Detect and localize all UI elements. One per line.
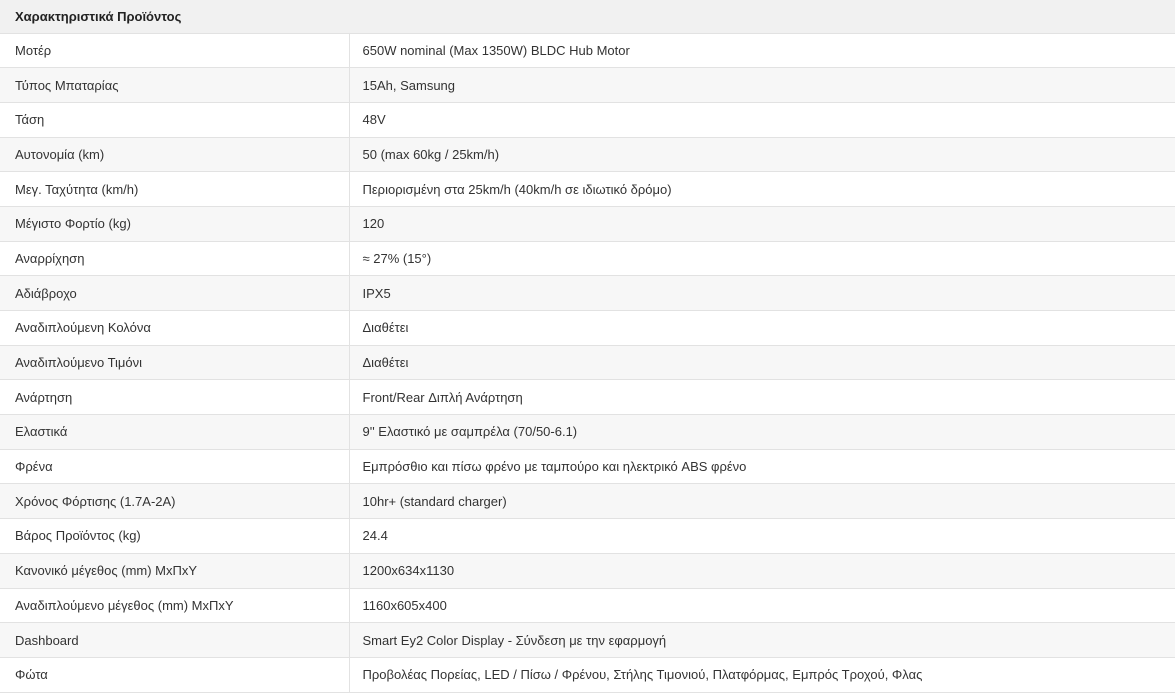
spec-label: Αναδιπλούμενο Τιμόνι (0, 345, 349, 380)
spec-value: 15Ah, Samsung (349, 68, 1175, 103)
spec-value: 1200x634x1130 (349, 553, 1175, 588)
spec-value: 50 (max 60kg / 25km/h) (349, 137, 1175, 172)
table-row (0, 449, 1175, 484)
spec-value: 10hr+ (standard charger) (349, 484, 1175, 519)
table-row (0, 137, 1175, 172)
table-row (0, 311, 1175, 346)
spec-label: Ελαστικά (0, 415, 349, 450)
table-row (0, 206, 1175, 241)
table-row (0, 172, 1175, 207)
spec-value: Προβολέας Πορείας, LED / Πίσω / Φρένου, Στήλης Τιμονιού, Πλατφόρμας, Εμπρός Τροχού, Φλας (349, 657, 1175, 692)
table-row (0, 553, 1175, 588)
spec-label: Κανονικό μέγεθος (mm) ΜxΠxΥ (0, 553, 349, 588)
table-row (0, 588, 1175, 623)
spec-label: Αυτονομία (km) (0, 137, 349, 172)
spec-value: Smart Ey2 Color Display - Σύνδεση με την εφαρμογή (349, 623, 1175, 658)
table-row (0, 415, 1175, 450)
spec-value: 120 (349, 206, 1175, 241)
table-row (0, 345, 1175, 380)
table-row (0, 276, 1175, 311)
spec-label: Μεγ. Ταχύτητα (km/h) (0, 172, 349, 207)
spec-value: 48V (349, 102, 1175, 137)
specs-header-row (0, 0, 1175, 33)
spec-value: ≈ 27% (15°) (349, 241, 1175, 276)
spec-label: Μέγιστο Φορτίο (kg) (0, 206, 349, 241)
spec-value: 24.4 (349, 519, 1175, 554)
spec-label: Μοτέρ (0, 33, 349, 68)
table-row (0, 623, 1175, 658)
spec-label: Φώτα (0, 657, 349, 692)
spec-label: Αναρρίχηση (0, 241, 349, 276)
spec-value: Διαθέτει (349, 311, 1175, 346)
spec-value: 9'' Ελαστικό με σαμπρέλα (70/50-6.1) (349, 415, 1175, 450)
spec-value: 1160x605x400 (349, 588, 1175, 623)
table-row (0, 33, 1175, 68)
spec-label: Φρένα (0, 449, 349, 484)
spec-label: Αδιάβροχο (0, 276, 349, 311)
spec-label: Ανάρτηση (0, 380, 349, 415)
spec-value: Front/Rear Διπλή Ανάρτηση (349, 380, 1175, 415)
table-row (0, 241, 1175, 276)
specs-body (0, 33, 1175, 692)
spec-value: Διαθέτει (349, 345, 1175, 380)
table-row (0, 380, 1175, 415)
table-row (0, 68, 1175, 103)
spec-label: Αναδιπλούμενη Κολόνα (0, 311, 349, 346)
table-row (0, 519, 1175, 554)
spec-label: Τύπος Μπαταρίας (0, 68, 349, 103)
spec-value: IPX5 (349, 276, 1175, 311)
spec-label: Dashboard (0, 623, 349, 658)
spec-label: Βάρος Προϊόντος (kg) (0, 519, 349, 554)
spec-label: Αναδιπλούμενο μέγεθος (mm) ΜxΠxΥ (0, 588, 349, 623)
spec-value: Εμπρόσθιο και πίσω φρένο με ταμπούρο και ηλεκτρικό ABS φρένο (349, 449, 1175, 484)
table-row (0, 657, 1175, 692)
spec-label: Χρόνος Φόρτισης (1.7A-2A) (0, 484, 349, 519)
spec-value: Περιορισμένη στα 25km/h (40km/h σε ιδιωτικό δρόμο) (349, 172, 1175, 207)
specs-title: Χαρακτηριστικά Προϊόντος (0, 0, 1175, 33)
spec-value: 650W nominal (Max 1350W) BLDC Hub Motor (349, 33, 1175, 68)
table-row (0, 484, 1175, 519)
table-row (0, 102, 1175, 137)
spec-label: Τάση (0, 102, 349, 137)
